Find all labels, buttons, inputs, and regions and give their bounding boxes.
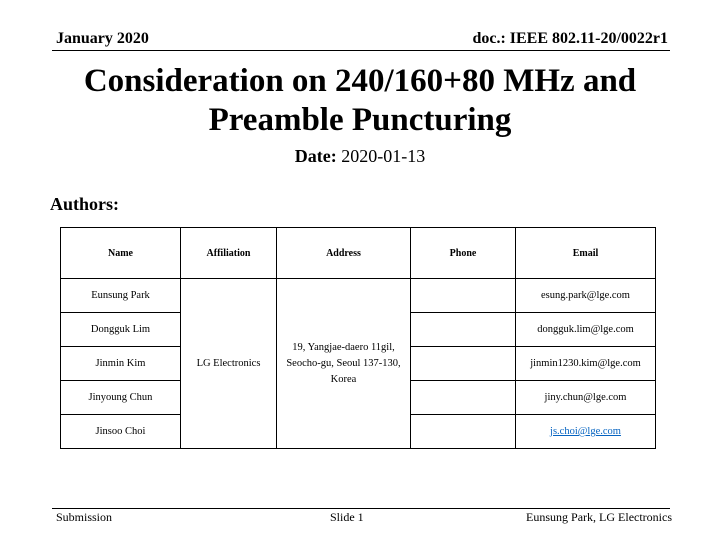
footer-author: Eunsung Park, LG Electronics	[526, 510, 672, 524]
author-phone	[411, 381, 516, 415]
date-label: Date:	[294, 146, 337, 166]
author-email: esung.park@lge.com	[516, 279, 656, 313]
author-email: dongguk.lim@lge.com	[516, 313, 656, 347]
authors-table	[60, 227, 656, 449]
author-name: Jinyoung Chun	[61, 381, 181, 415]
date-value: 2020-01-13	[341, 146, 426, 166]
footer-divider	[52, 508, 670, 509]
col-header-affiliation: Affiliation	[181, 228, 277, 279]
author-phone	[411, 415, 516, 449]
author-phone	[411, 313, 516, 347]
col-header-email: Email	[516, 228, 656, 279]
header-divider	[52, 50, 670, 51]
date-row	[0, 146, 720, 167]
author-email-link[interactable]: js.choi@lge.com	[550, 426, 621, 437]
author-name: Eunsung Park	[61, 279, 181, 313]
title-line-1: Consideration on 240/160+80 MHz and	[83, 63, 637, 99]
author-phone	[411, 279, 516, 313]
col-header-name: Name	[61, 228, 181, 279]
author-email: jinmin1230.kim@lge.com	[516, 347, 656, 381]
table-row	[61, 279, 656, 313]
slide-title	[40, 62, 680, 140]
header-doc-id: doc.: IEEE 802.11-20/0022r1	[472, 30, 668, 47]
title-line-2: Preamble Puncturing	[208, 102, 512, 138]
affiliation-cell: LG Electronics	[181, 279, 277, 449]
table-header-row	[61, 228, 656, 279]
author-email	[516, 415, 656, 449]
footer-slide-number: Slide 1	[330, 510, 364, 524]
author-name: Jinsoo Choi	[61, 415, 181, 449]
author-phone	[411, 347, 516, 381]
author-email: jiny.chun@lge.com	[516, 381, 656, 415]
address-cell: 19, Yangjae-daero 11gil, Seocho-gu, Seoul 137-130, Korea	[277, 279, 411, 449]
header-date: January 2020	[56, 30, 149, 47]
authors-heading: Authors:	[50, 194, 120, 214]
col-header-address: Address	[277, 228, 411, 279]
col-header-phone: Phone	[411, 228, 516, 279]
author-name: Dongguk Lim	[61, 313, 181, 347]
author-name: Jinmin Kim	[61, 347, 181, 381]
footer-submission: Submission	[56, 510, 113, 524]
